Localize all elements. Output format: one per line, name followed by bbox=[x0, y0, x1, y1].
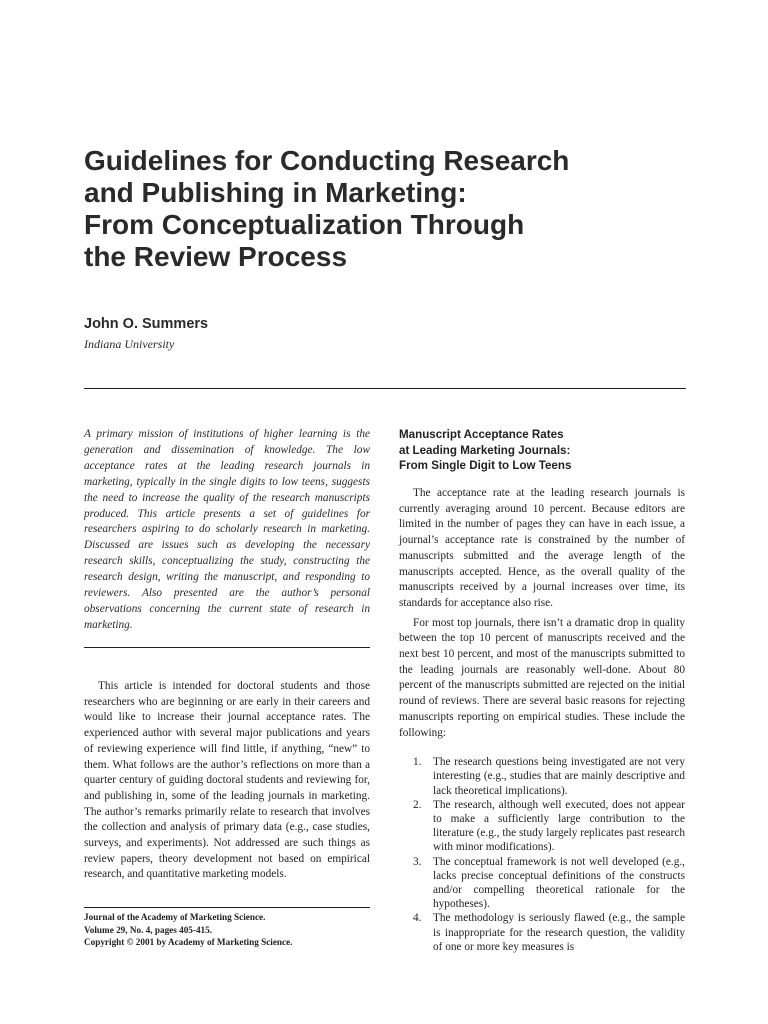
article-title bbox=[84, 145, 704, 273]
journal-footnote bbox=[84, 911, 374, 949]
list-item bbox=[399, 798, 685, 855]
list-item-text: The methodology is seriously flawed (e.g., the sample is inappropriate for the research question, the validity of one or more key measures is bbox=[433, 912, 685, 953]
title-line: Guidelines for Conducting Research bbox=[84, 145, 570, 176]
list-number: 3. bbox=[413, 855, 422, 868]
footer-divider bbox=[84, 907, 370, 908]
header-divider bbox=[84, 388, 686, 389]
section-heading bbox=[399, 427, 689, 474]
footer-journal: Journal of the Academy of Marketing Science. bbox=[84, 912, 266, 922]
list-number: 4. bbox=[413, 912, 422, 925]
author-name: John O. Summers bbox=[84, 316, 209, 332]
title-line: From Conceptualization Through bbox=[84, 209, 525, 240]
list-item-text: The research questions being investigated are not very interesting (e.g., studies that are mainly descriptive and lack theoretical implications). bbox=[433, 756, 685, 797]
title-line: the Review Process bbox=[84, 241, 348, 272]
list-item bbox=[399, 755, 685, 798]
body-paragraph: The acceptance rate at the leading research journals is currently averaging around 10 percent. Because editors are limited in the number of pages they can have in each issue, a journal’s acceptance rate is constrained by the number of manuscripts submitted and the average length of the manuscripts accepted. Hence, as the overall quality of the manuscripts received by a journal increases over time, its standards for acceptance also rise. bbox=[399, 487, 685, 609]
section-heading-line: From Single Digit to Low Teens bbox=[399, 459, 572, 472]
footer-volume: Volume 29, No. 4, pages 405-415. bbox=[84, 924, 213, 935]
author-affiliation: Indiana University bbox=[84, 337, 175, 351]
title-line: and Publishing in Marketing: bbox=[84, 177, 467, 208]
list-item bbox=[399, 855, 685, 912]
section-heading-line: Manuscript Acceptance Rates bbox=[399, 428, 564, 441]
footer-copyright: Copyright © 2001 by Academy of Marketing Science. bbox=[84, 937, 293, 947]
list-item-text: The research, although well executed, does not appear to make a sufficiently large contribution to the literature (e.g., the study largely replicates past research with minor modifications). bbox=[433, 798, 685, 854]
list-item bbox=[399, 911, 685, 954]
body-paragraph: For most top journals, there isn’t a dramatic drop in quality between the top 10 percent of manuscripts received and the next best 10 percent, and most of the manuscripts submitted to the leading journals are reasonably well-done. About 80 percent of the manuscripts submitted are rejected on the initial round of reviews. There are several basic reasons for rejecting manuscripts reporting on empirical studies. These include the following: bbox=[399, 616, 685, 739]
abstract-divider bbox=[84, 647, 370, 648]
right-column-body bbox=[399, 486, 685, 954]
rejection-reasons-list bbox=[399, 755, 685, 954]
list-item-text: The conceptual framework is not well developed (e.g., lacks precise conceptual definitions of the constructs and/or compelling theoretical rationale for the hypotheses). bbox=[433, 855, 685, 911]
intro-paragraph: This article is intended for doctoral students and those researchers who are beginning or are early in their careers and would like to increase their journal acceptance rates. The experienced author with several major publications and years of reviewing experience will find little, if anything, “new” to them. What follows are the author’s reflections on more than a quarter century of guiding doctoral students and reviewing for, and publishing in, some of the leading journals in marketing. The author’s remarks primarily relate to research that involves the collection and analysis of primary data (e.g., case studies, surveys, and experiments). Not addressed are such things as review papers, theory development not based on empirical research, and quantitative marketing models. bbox=[84, 680, 370, 881]
list-number: 2. bbox=[413, 798, 422, 811]
section-heading-line: at Leading Marketing Journals: bbox=[399, 443, 571, 457]
abstract: A primary mission of institutions of higher learning is the generation and dissemination of knowledge. The low acceptance rates at the leading research journals in marketing, typically in the single digits to low teens, suggests the need to increase the quality of the research manuscripts produced. This article presents a set of guidelines for researchers aspiring to do scholarly research in marketing. Discussed are issues such as developing the necessary research skills, conceptualizing the study, constructing the research design, writing the manuscript, and responding to reviewers. Also presented are the author’s personal observations concerning the current state of research in marketing. bbox=[84, 428, 370, 631]
list-number: 1. bbox=[413, 756, 422, 769]
